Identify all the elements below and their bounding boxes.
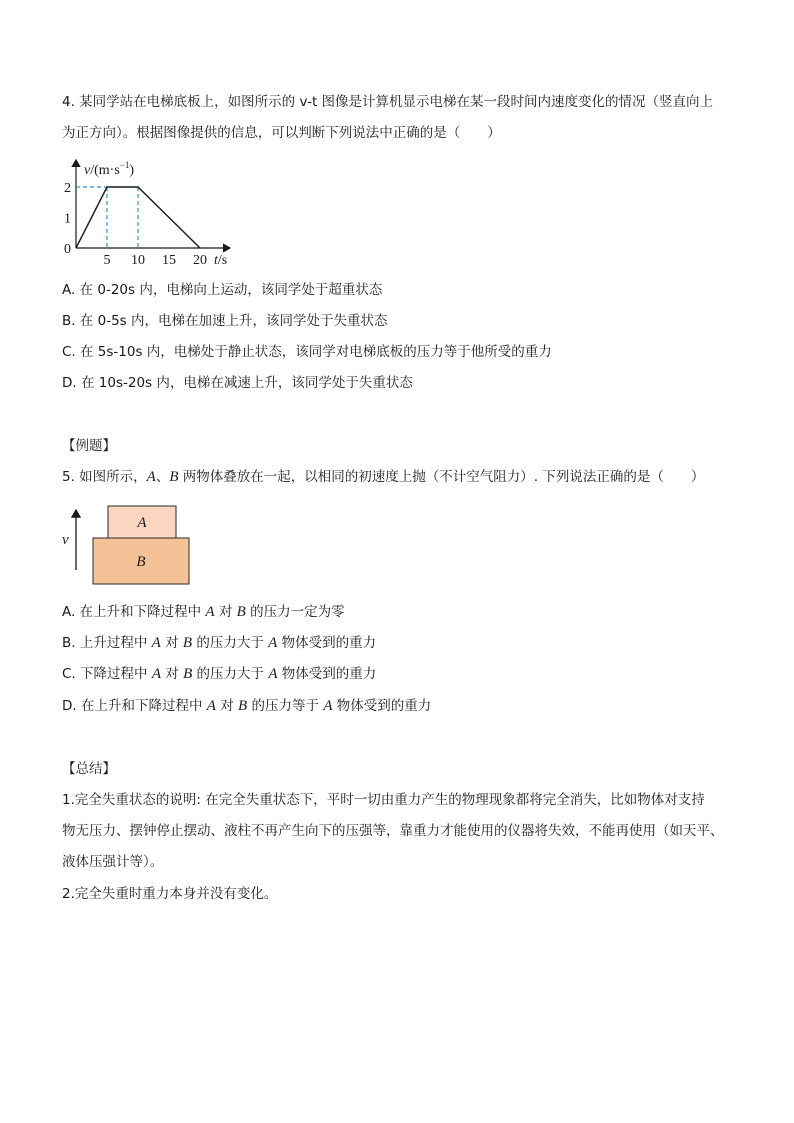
y-axis-label: $v/(m\cdot s^{-1})$ [84, 160, 135, 178]
q5-option-a: A. 在上升和下降过程中 A 对 B 的压力一定为零 [62, 604, 345, 620]
x-tick-label: 20 [193, 253, 207, 268]
q4-option-c: C. 在 5s-10s 内，电梯处于静止状态，该同学对电梯底板的压力等于他所受的重力 [62, 344, 552, 360]
x-tick-label: 5 [103, 253, 111, 268]
q5-stem: 5. 如图所示，A、B 两物体叠放在一起，以相同的初速度上抛（不计空气阻力）. 下列说法正确的是（ ） [62, 469, 705, 485]
y-tick-label: 1 [64, 211, 71, 227]
example-header: 【例题】 [62, 438, 116, 454]
summary-line-1: 1.完全失重状态的说明: 在完全失重状态下，平时一切由重力产生的物理现象都将完全消失，比如物体对支持 [62, 792, 705, 808]
q4-option-a: A. 在 0-20s 内，电梯向上运动，该同学处于超重状态 [62, 282, 383, 298]
q4-option-b: B. 在 0-5s 内，电梯在加速上升，该同学处于失重状态 [62, 313, 388, 329]
q5-option-c: C. 下降过程中 A 对 B 的压力大于 A 物体受到的重力 [62, 666, 377, 682]
block-a-label: A [137, 515, 147, 531]
velocity-label: v [62, 532, 69, 548]
q4-stem-line1: 4. 某同学站在电梯底板上，如图所示的 v-t 图像是计算机显示电梯在某一段时间内速度变化的情况（竖直向上 [62, 94, 714, 110]
q5-option-b: B. 上升过程中 A 对 B 的压力大于 A 物体受到的重力 [62, 635, 377, 651]
summary-line-4: 2.完全失重时重力本身并没有变化。 [62, 886, 278, 902]
q4-stem-line2: 为正方向）。根据图像提供的信息，可以判断下列说法中正确的是（ ） [62, 125, 501, 141]
q4-option-d: D. 在 10s-20s 内，电梯在减速上升，该同学处于失重状态 [62, 375, 413, 391]
summary-line-3: 液体压强计等）。 [62, 854, 164, 870]
vt-graph [58, 156, 238, 268]
x-tick-label: 15 [162, 253, 176, 268]
y-tick-label: 2 [64, 181, 71, 196]
x-axis-label: t/s [214, 253, 228, 268]
y-tick-label: 0 [64, 242, 71, 257]
block-b-label: B [136, 554, 146, 570]
summary-header: 【总结】 [62, 761, 116, 777]
q5-option-d: D. 在上升和下降过程中 A 对 B 的压力等于 A 物体受到的重力 [62, 698, 432, 714]
x-tick-label: 10 [131, 253, 145, 268]
summary-line-2: 物无压力、摆钟停止摆动、液柱不再产生向下的压强等，靠重力才能使用的仪器将失效，不能再使用（如天平、 [62, 823, 724, 839]
stacked-blocks-figure [60, 502, 200, 592]
